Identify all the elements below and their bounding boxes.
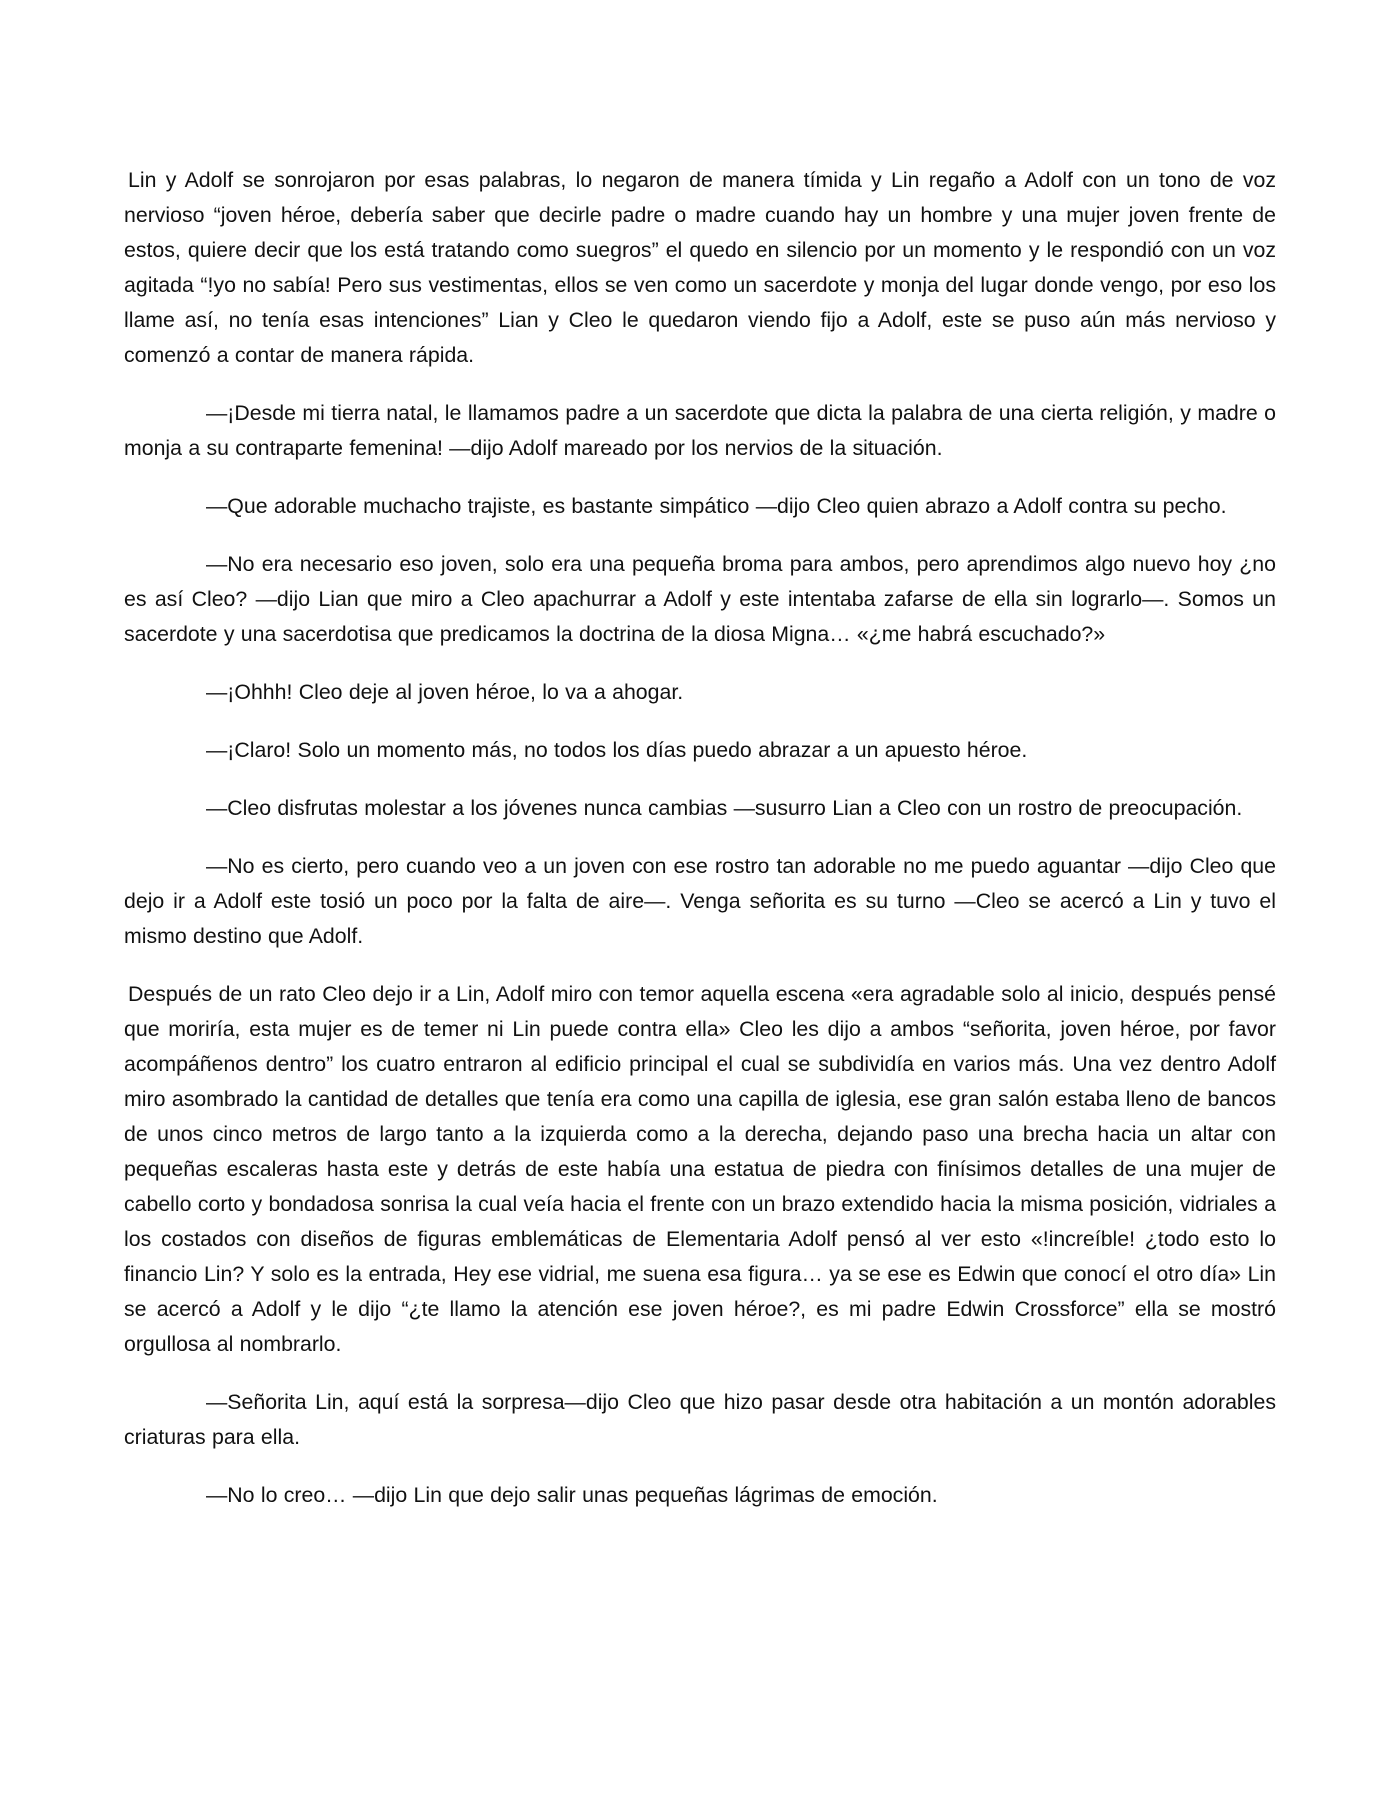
paragraph-8: —No es cierto, pero cuando veo a un joven con ese rostro tan adorable no me puedo aguantar —dijo Cleo que dejo ir a Adolf este tosió un poco por la falta de aire—. Venga señorita es su turno —Cleo se acercó a Lin y tuvo el mismo destino que Adolf. <box>124 854 1276 948</box>
paragraph-2: —¡Desde mi tierra natal, le llamamos padre a un sacerdote que dicta la palabra de una cierta religión, y madre o monja a su contraparte femenina! —dijo Adolf mareado por los nervios de la situación. <box>124 401 1276 460</box>
paragraph-7: —Cleo disfrutas molestar a los jóvenes nunca cambias —susurro Lian a Cleo con un rostro de preocupación. <box>206 796 1243 820</box>
paragraph-11: —No lo creo… —dijo Lin que dejo salir unas pequeñas lágrimas de emoción. <box>206 1483 938 1507</box>
paragraph-6: —¡Claro! Solo un momento más, no todos los días puedo abrazar a un apuesto héroe. <box>206 738 1028 762</box>
paragraph-9: Después de un rato Cleo dejo ir a Lin, Adolf miro con temor aquella escena «era agradable solo al inicio, después pensé que moriría, esta mujer es de temer ni Lin puede contra ella» Cleo les dijo a ambos “señorita, joven héroe, por favor acompáñenos dentro” los cuatro entraron al edificio principal el cual se subdividía en varios más. Una vez dentro Adolf miro asombrado la cantidad de detalles que tenía era como una capilla de iglesia, ese gran salón estaba lleno de bancos de unos cinco metros de largo tanto a la izquierda como a la derecha, dejando paso una brecha hacia un altar con pequeñas escaleras hasta este y detrás de este había una estatua de piedra con finísimos detalles de una mujer de cabello corto y bondadosa sonrisa la cual veía hacia el frente con un brazo extendido hacia la misma posición, vidriales a los costados con diseños de figuras emblemáticas de Elementaria Adolf pensó al ver esto «!increíble! ¿todo esto lo financio Lin? Y solo es la entrada, Hey ese vidrial, me suena esa figura… ya se ese es Edwin que conocí el otro día» Lin se acercó a Adolf y le dijo “¿te llamo la atención ese joven héroe?, es mi padre Edwin Crossforce” ella se mostró orgullosa al nombrarlo. <box>124 982 1276 1356</box>
paragraph-5: —¡Ohhh! Cleo deje al joven héroe, lo va a ahogar. <box>206 680 684 704</box>
paragraph-4: —No era necesario eso joven, solo era una pequeña broma para ambos, pero aprendimos algo nuevo hoy ¿no es así Cleo? —dijo Lian que miro a Cleo apachurrar a Adolf y este intentaba zafarse de ella sin lograrlo—. Somos un sacerdote y una sacerdotisa que predicamos la doctrina de la diosa Migna… «¿me habrá escuchado?» <box>124 552 1276 646</box>
paragraph-10: —Señorita Lin, aquí está la sorpresa—dijo Cleo que hizo pasar desde otra habitación a un montón adorables criaturas para ella. <box>124 1390 1276 1449</box>
paragraph-1: Lin y Adolf se sonrojaron por esas palabras, lo negaron de manera tímida y Lin regaño a Adolf con un tono de voz nervioso “joven héroe, debería saber que decirle padre o madre cuando hay un hombre y una mujer joven frente de estos, quiere decir que los está tratando como suegros” el quedo en silencio por un momento y le respondió con un voz agitada “!yo no sabía! Pero sus vestimentas, ellos se ven como un sacerdote y monja del lugar donde vengo, por eso los llame así, no tenía esas intenciones” Lian y Cleo le quedaron viendo fijo a Adolf, este se puso aún más nervioso y comenzó a contar de manera rápida. <box>124 168 1276 367</box>
paragraph-3: —Que adorable muchacho trajiste, es bastante simpático —dijo Cleo quien abrazo a Adolf contra su pecho. <box>206 494 1227 518</box>
document-page <box>124 163 1276 1536</box>
